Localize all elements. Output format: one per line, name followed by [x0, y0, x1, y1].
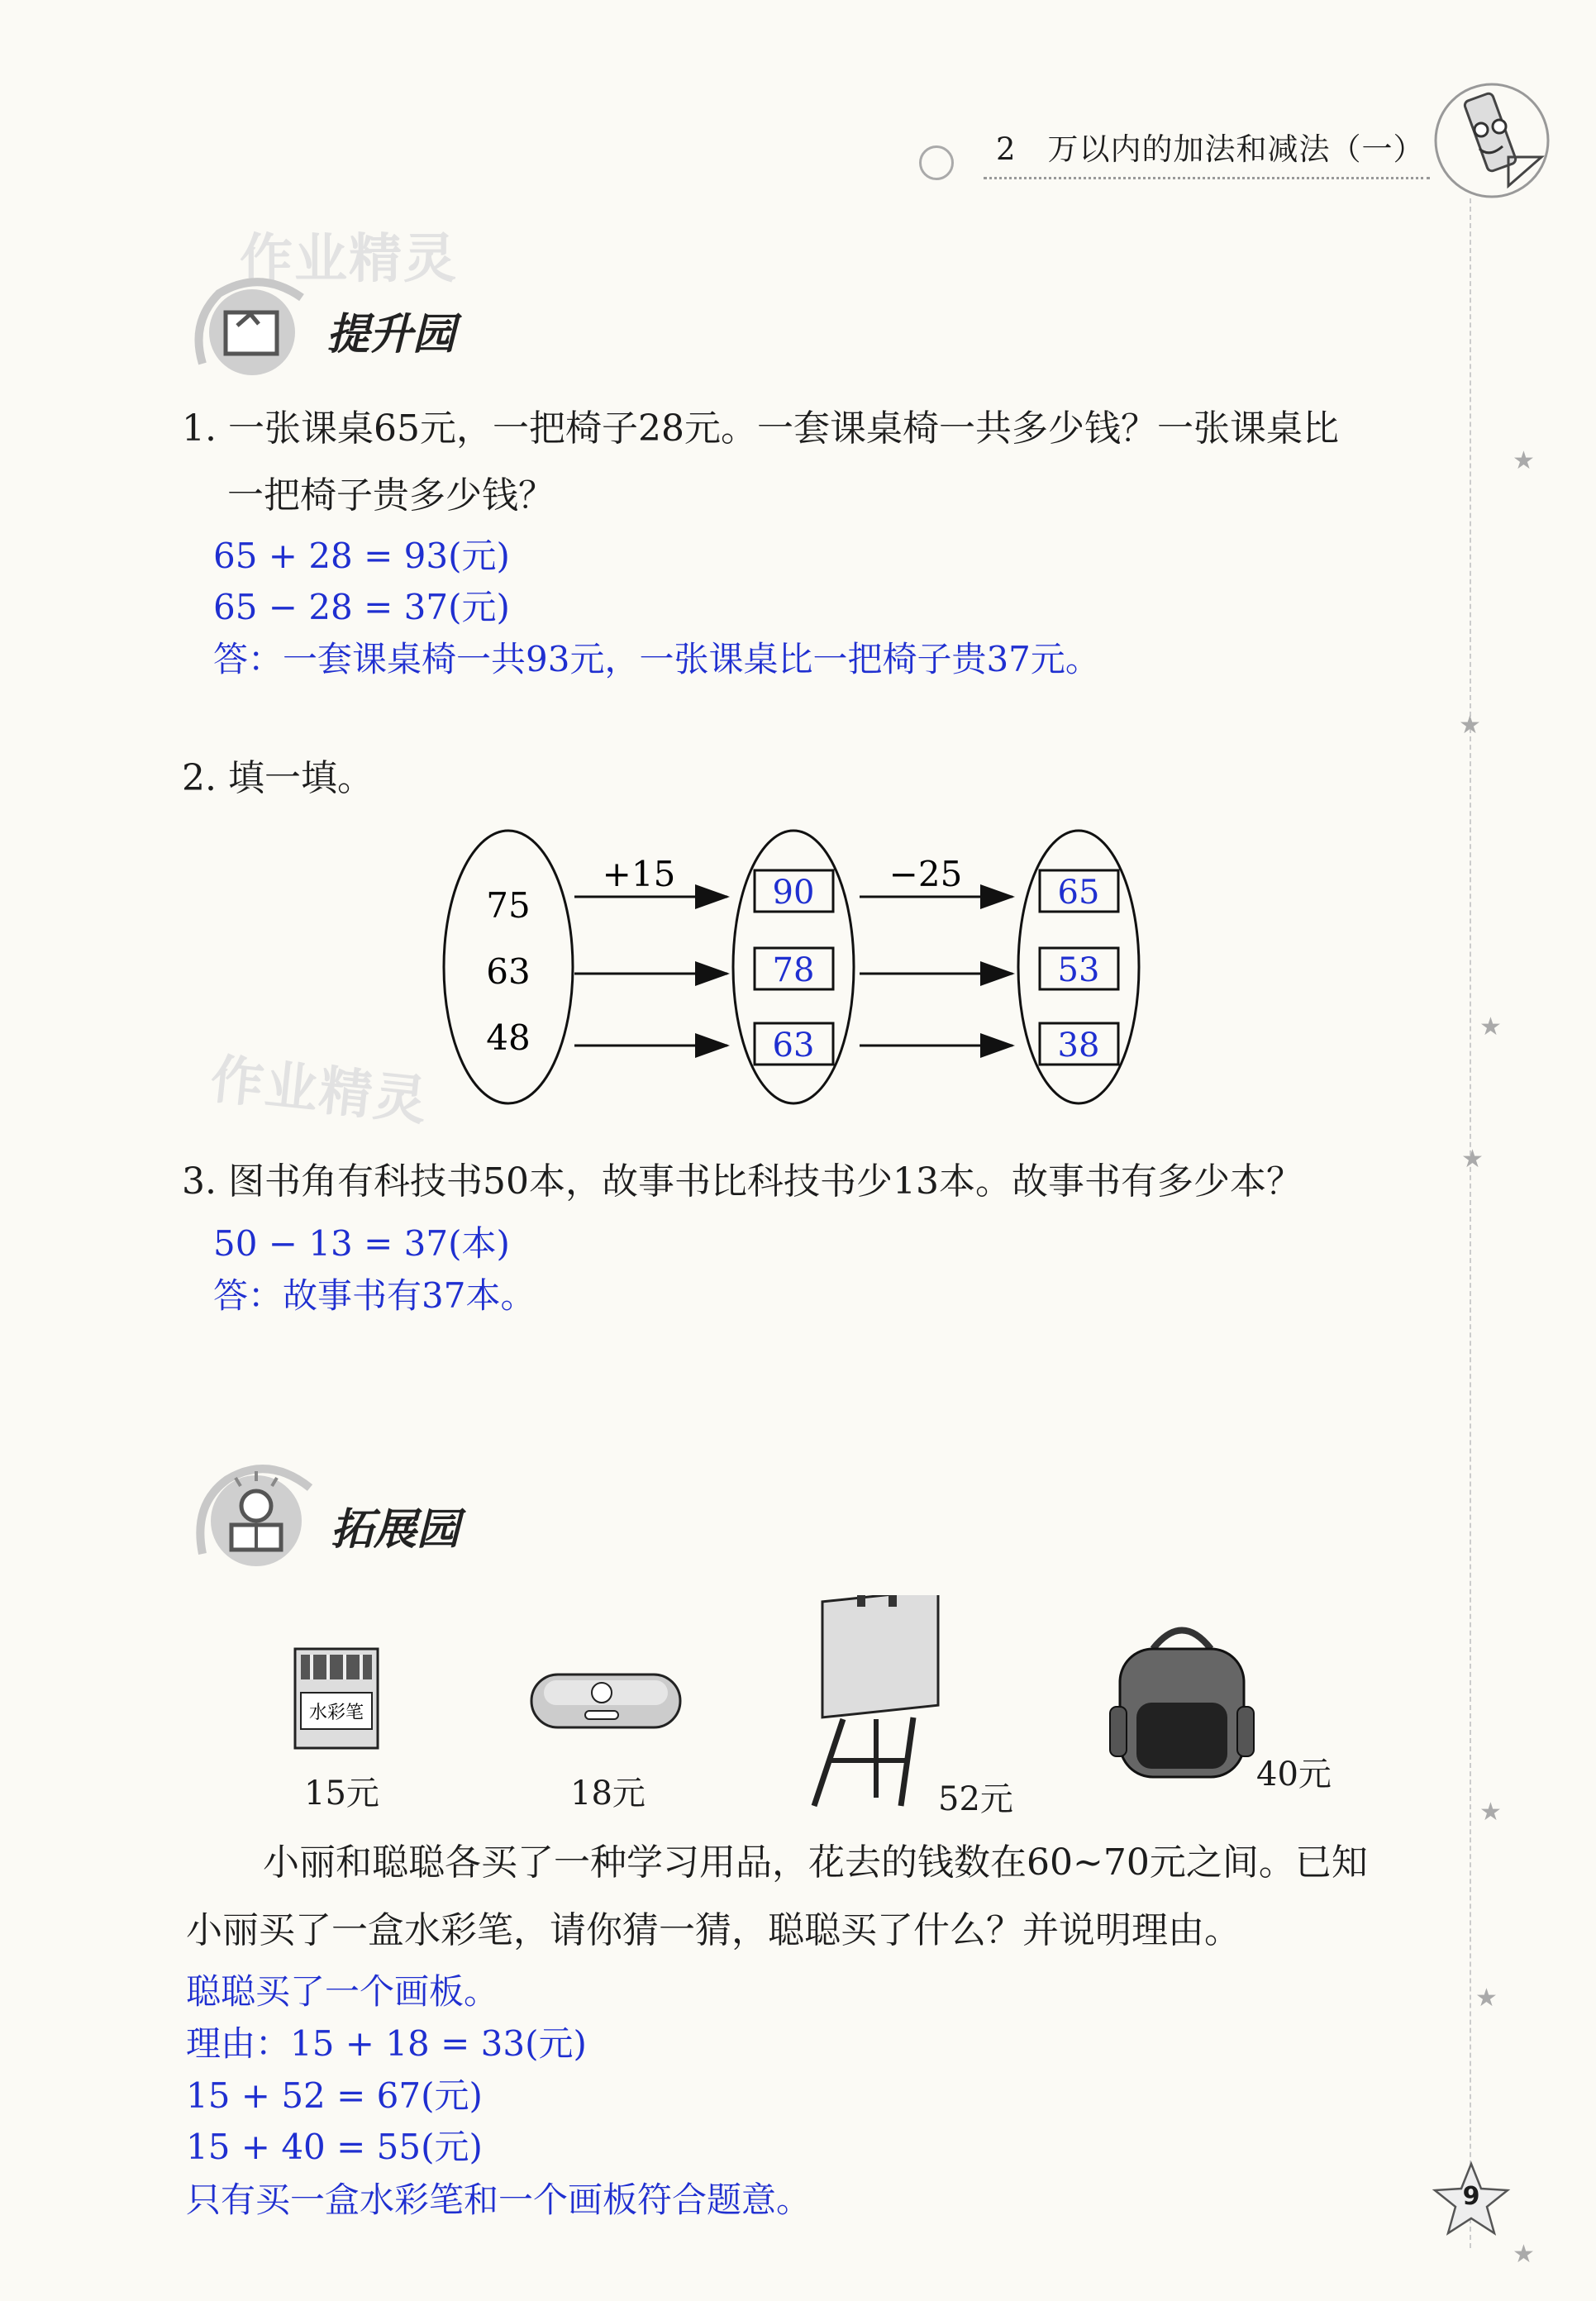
easel-drawing-board-icon [806, 1595, 946, 1810]
price-label: 52元 [938, 1780, 1013, 1818]
header-rule [984, 177, 1430, 179]
answer-number: 78 [772, 951, 815, 989]
star-icon: ★ [1461, 1145, 1484, 1174]
fill-in-diagram [430, 827, 1157, 1116]
answer-number: 90 [772, 874, 815, 912]
answer-line: 只有买一盒水彩笔和一个画板符合题意。 [186, 2180, 812, 2220]
page-number: 9 [1462, 2182, 1480, 2211]
star-icon: ★ [1513, 446, 1535, 475]
q3-answer-1: 50 − 13 = 37(本) [213, 1223, 510, 1264]
star-icon: ★ [1459, 711, 1481, 740]
pencil-case-icon [527, 1668, 684, 1734]
price-label: 15元 [304, 1775, 379, 1813]
star-icon: ★ [1513, 2240, 1535, 2269]
q1-answer-1: 65 + 28 = 93(元) [213, 536, 510, 576]
q3-text: 3. 图书角有科技书50本，故事书比科技书少13本。故事书有多少本？ [182, 1160, 1303, 1203]
operation-label: +15 [602, 854, 676, 894]
answer-number: 65 [1057, 874, 1100, 912]
q1-answer-3: 答：一套课桌椅一共93元，一张课桌比一把椅子贵37元。 [213, 639, 1100, 679]
section-title-tisheng: 提升园 [326, 309, 456, 360]
header-swirl-ornament [919, 145, 954, 180]
q1-answer-2: 65 − 28 = 37(元) [213, 587, 510, 627]
start-number: 75 [486, 885, 531, 926]
answer-number: 63 [772, 1027, 815, 1065]
price-label: 40元 [1256, 1756, 1332, 1794]
price-label: 18元 [570, 1775, 646, 1813]
q1-text-line2: 一把椅子贵多少钱？ [227, 474, 555, 517]
operation-label: −25 [889, 854, 963, 894]
page-edge-dashed-line [1470, 198, 1471, 2248]
answer-line: 理由：15 + 18 = 33(元) [186, 2023, 587, 2064]
q1-text-line1: 1. 一张课桌65元，一把椅子28元。一套课桌椅一共多少钱？一张课桌比 [182, 407, 1339, 450]
star-icon: ★ [1475, 1984, 1498, 2013]
start-number: 63 [486, 951, 531, 992]
answer-number: 38 [1057, 1027, 1100, 1065]
problem-text-line2: 小丽买了一盒水彩笔，请你猜一猜，聪聪买了什么？并说明理由。 [186, 1909, 1241, 1951]
star-icon: ★ [1479, 1012, 1502, 1041]
watermark-text: 作业精灵 [240, 228, 458, 290]
lightbulb-book-badge-icon [186, 1455, 326, 1570]
start-number: 48 [486, 1017, 531, 1058]
chapter-title: 2 万以内的加法和减法（一） [996, 131, 1425, 167]
answer-line: 聪聪买了一个画板。 [186, 1971, 499, 2012]
watercolor-pen-box-icon [291, 1645, 382, 1752]
q3-answer-2: 答：故事书有37本。 [213, 1275, 536, 1316]
problem-text-line1: 小丽和聪聪各买了一种学习用品，花去的钱数在60~70元之间。已知 [263, 1841, 1368, 1884]
box-label: 水彩笔 [308, 1703, 364, 1723]
section-title-tuozhan: 拓展园 [331, 1504, 460, 1555]
answer-line: 15 + 52 = 67(元) [186, 2075, 483, 2116]
book-badge-icon [186, 273, 318, 380]
star-icon: ★ [1479, 1798, 1502, 1827]
watermark-text: 作业精灵 [207, 1048, 431, 1133]
pencil-mascot-icon [1430, 79, 1554, 202]
answer-number: 53 [1057, 951, 1100, 989]
q2-title: 2. 填一填。 [182, 757, 374, 799]
backpack-icon [1103, 1616, 1260, 1781]
answer-line: 15 + 40 = 55(元) [186, 2127, 483, 2167]
